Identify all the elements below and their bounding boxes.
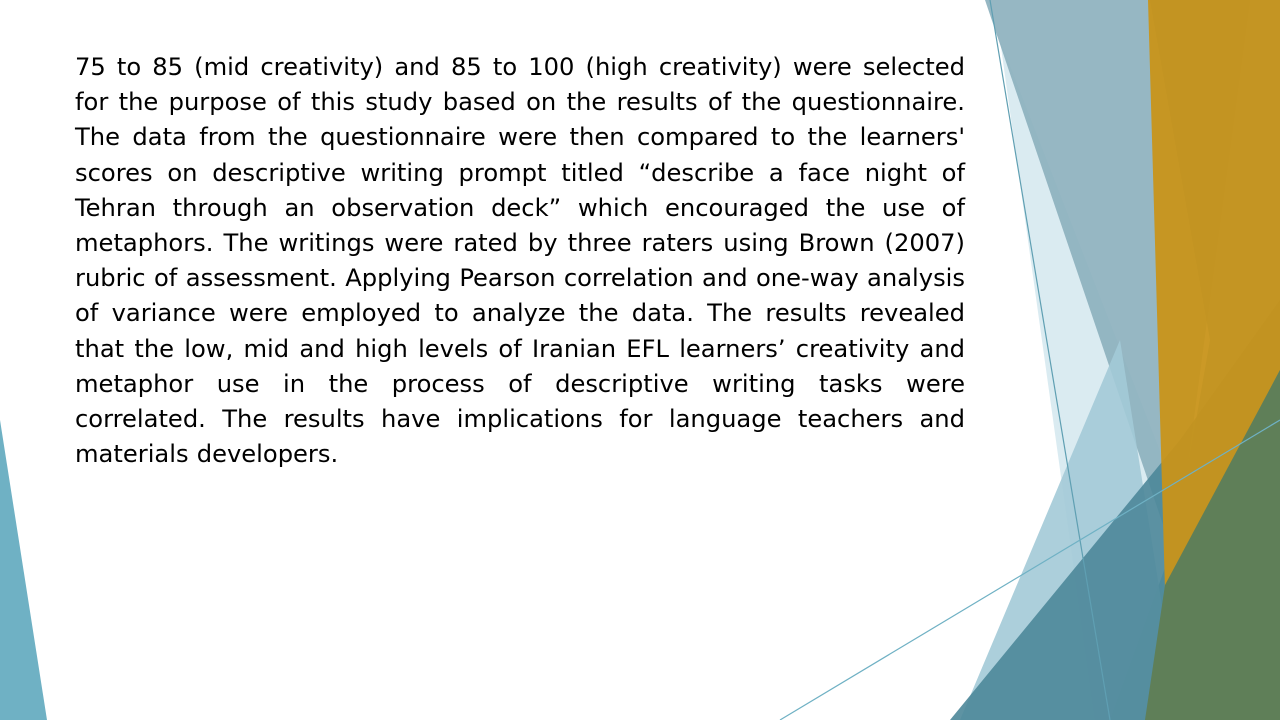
left-accent-shape: [0, 420, 47, 720]
slide-body-paragraph: 75 to 85 (mid creativity) and 85 to 100 (high creativity) were selected for the purpose of this study based on the results of the questionnaire. The data from the questionnaire were then compared to the learners' scores on descriptive writing prompt titled “describe a face night of Tehran through an observation deck” which encouraged the use of metaphors. The writings were rated by three raters using Brown (2007) rubric of assessment. Applying Pearson correlation and one-way analysis of variance were employed to analyze the data. The results revealed that the low, mid and high levels of Iranian EFL learners’ creativity and metaphor use in the process of descriptive writing tasks were correlated. The results have implications for language teachers and materials developers.: [75, 53, 965, 469]
